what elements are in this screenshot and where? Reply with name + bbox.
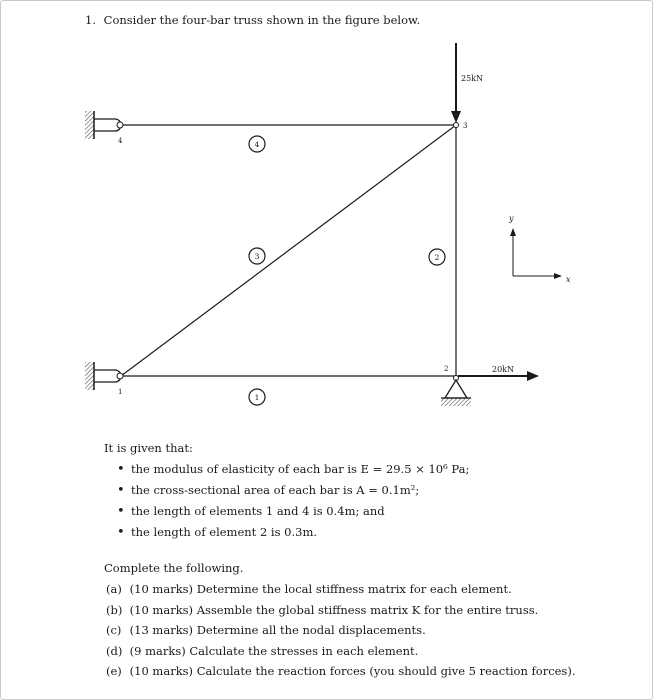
- svg-text:1: 1: [254, 393, 260, 402]
- node-label-2: 2: [444, 365, 449, 373]
- given-item: • the length of element 2 is 0.3m.: [117, 522, 469, 543]
- task-text: (10 marks) Calculate the reaction forces (you should give 5 reaction forces).: [129, 664, 576, 678]
- task-item: [106, 620, 575, 641]
- task-item: [106, 641, 575, 662]
- task-item: [106, 661, 575, 682]
- task-label: (e): [106, 664, 122, 678]
- task-text: (10 marks) Determine the local stiffness matrix for each element.: [129, 582, 512, 596]
- task-text: (10 marks) Assemble the global stiffness matrix K for the entire truss.: [129, 602, 539, 617]
- given-item: • the cross-sectional area of each bar is A = 0.1m²;: [117, 480, 469, 501]
- element-marker-1: [249, 389, 265, 405]
- task-label: (a): [106, 582, 122, 596]
- element-marker-4: [249, 136, 265, 152]
- axis-label-x: x: [566, 275, 571, 284]
- load-label-25kN: 25kN: [461, 74, 484, 83]
- svg-text:3: 3: [254, 252, 260, 261]
- element-marker-2: [429, 249, 445, 265]
- task-text: (9 marks) Calculate the stresses in each element.: [129, 643, 419, 658]
- wall-support-node-1: [85, 362, 123, 390]
- given-item: • the modulus of elasticity of each bar is E = 29.5 × 10⁶ Pa;: [117, 459, 469, 480]
- wall-support-node-4: [85, 111, 123, 139]
- task-label: (b): [106, 602, 123, 617]
- pin-support-node-2: [441, 376, 471, 407]
- member-3: [121, 125, 456, 376]
- given-list: [117, 459, 469, 543]
- svg-text:4: 4: [254, 140, 260, 149]
- given-intro: It is given that:: [104, 441, 193, 455]
- task-label: (c): [106, 623, 122, 637]
- svg-text:2: 2: [434, 253, 440, 262]
- axis-label-y: y: [509, 214, 514, 223]
- task-text: (13 marks) Determine all the nodal displacements.: [129, 623, 426, 637]
- truss-figure: [1, 1, 653, 431]
- question-text: Consider the four-bar truss shown in the figure below.: [103, 13, 421, 27]
- tasks-intro: Complete the following.: [104, 561, 244, 575]
- task-label: (d): [106, 643, 123, 658]
- load-label-20kN: 20kN: [492, 365, 515, 374]
- tasks-list: [106, 579, 575, 682]
- node-3-pin: [454, 123, 459, 128]
- node-label-1: 1: [118, 388, 123, 396]
- given-item: • the length of elements 1 and 4 is 0.4m; and: [117, 501, 469, 522]
- node-label-3: 3: [463, 122, 468, 130]
- coordinate-axes: [510, 228, 562, 279]
- task-item: [106, 600, 575, 621]
- task-item: [106, 579, 575, 600]
- question-number: 1.: [85, 13, 96, 27]
- element-marker-3: [249, 248, 265, 264]
- node-label-4: 4: [118, 137, 123, 145]
- load-arrow-25kN: [451, 43, 461, 123]
